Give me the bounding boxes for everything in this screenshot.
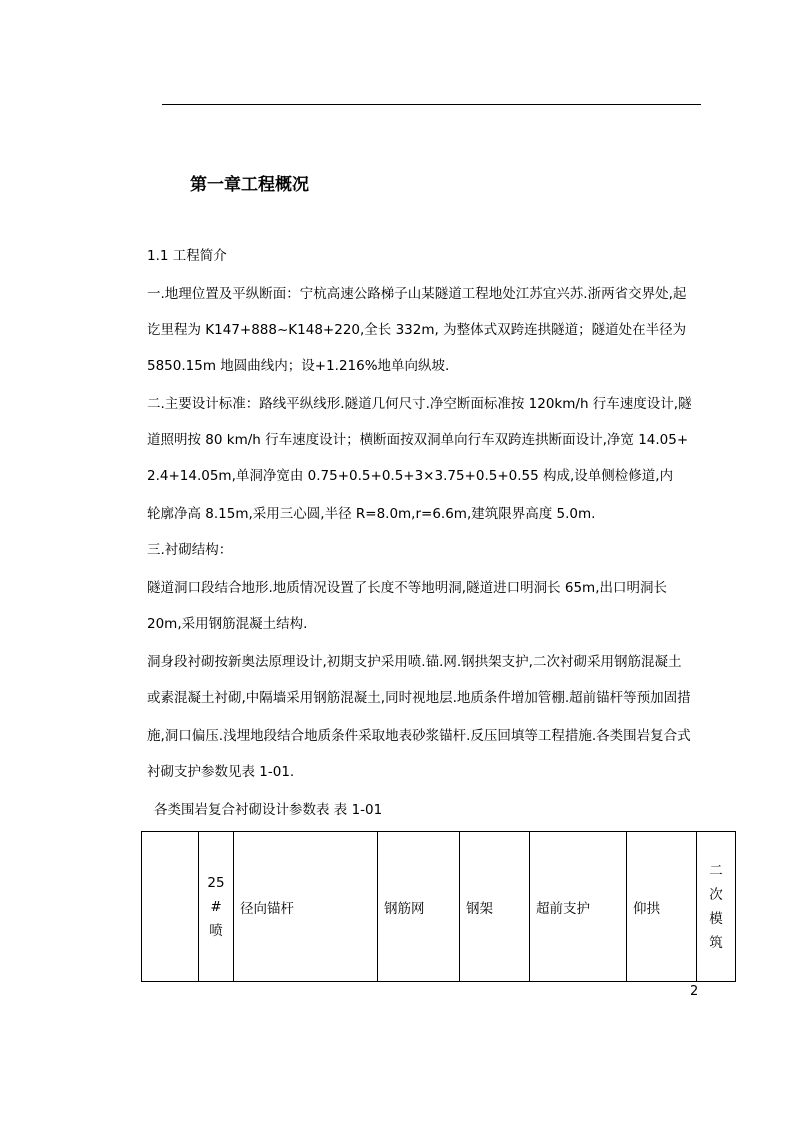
table-cell-char: # <box>210 898 222 915</box>
table-cell-secondary-lining <box>697 832 736 982</box>
table-cell-char: 筑 <box>709 934 723 951</box>
paragraph-line: 施,洞口偏压.浅埋地段结合地质条件采取地表砂浆锚杆.反压回填等工程措施.各类围岩复合式 <box>147 728 691 744</box>
paragraph-line: 讫里程为 K147+888~K148+220,全长 332m, 为整体式双跨连拱隧道；隧道处在半径为 <box>147 322 687 338</box>
table-cell-invert: 仰拱 <box>627 832 697 982</box>
paragraph-line: 道照明按 80 km/h 行车速度设计；横断面按双洞单向行车双跨连拱断面设计,净宽 14.05+ <box>147 432 689 448</box>
table-cell-radial-bolt: 径向锚杆 <box>234 832 378 982</box>
paragraph-line: 2.4+14.05m,单洞净宽由 0.75+0.5+0.5+3×3.75+0.5+0.55 构成,设单侧检修道,内 <box>147 468 674 484</box>
table-header-row <box>142 832 736 982</box>
paragraph-line: 洞身段衬砌按新奥法原理设计,初期支护采用喷.锚.网.钢拱架支护,二次衬砌采用钢筋混凝土 <box>147 654 682 670</box>
paragraph-line: 20m,采用钢筋混凝土结构. <box>147 616 308 632</box>
table-cell-char: 次 <box>709 886 723 903</box>
paragraph-line: 一.地理位置及平纵断面：宁杭高速公路梯子山某隧道工程地处江苏宜兴苏.浙两省交界处,起 <box>147 286 687 302</box>
table-cell-advance-support: 超前支护 <box>530 832 627 982</box>
paragraph-line: 隧道洞口段结合地形.地质情况设置了长度不等地明洞,隧道进口明洞长 65m,出口明洞长 <box>147 580 667 596</box>
paragraph-line: 二.主要设计标准：路线平纵线形.隧道几何尺寸.净空断面标准按 120km/h 行车速度设计,隧 <box>147 396 692 412</box>
page-number: 2 <box>690 984 699 999</box>
table-cell-shotcrete <box>199 832 234 982</box>
paragraph-line: 5850.15m 地圆曲线内；设+1.216%地单向纵坡. <box>147 358 450 374</box>
table-cell-mesh: 钢筋网 <box>378 832 460 982</box>
table-caption: 各类围岩复合衬砌设计参数表 表 1-01 <box>154 802 383 818</box>
paragraph-line: 三.衬砌结构： <box>147 542 233 558</box>
paragraph-line: 衬砌支护参数见表 1-01. <box>147 764 295 780</box>
table-cell-char: 喷 <box>209 922 223 939</box>
table-cell-char: 模 <box>709 910 723 927</box>
table-cell-char: 二 <box>709 862 723 879</box>
section-heading: 1.1 工程简介 <box>147 248 227 264</box>
paragraph-line: 轮廓净高 8.15m,采用三心圆,半径 R=8.0m,r=6.6m,建筑限界高度 5.0m. <box>147 506 596 522</box>
lining-parameters-table <box>141 831 736 982</box>
header-rule <box>162 104 701 105</box>
chapter-title: 第一章工程概况 <box>190 175 309 195</box>
table-cell-empty <box>142 832 199 982</box>
paragraph-line: 或素混凝土衬砌,中隔墙采用钢筋混凝土,同时视地层.地质条件增加管棚.超前锚杆等预加固措 <box>147 690 691 706</box>
table-cell-char: 25 <box>207 874 225 891</box>
table-cell-steel-arch: 钢架 <box>460 832 530 982</box>
